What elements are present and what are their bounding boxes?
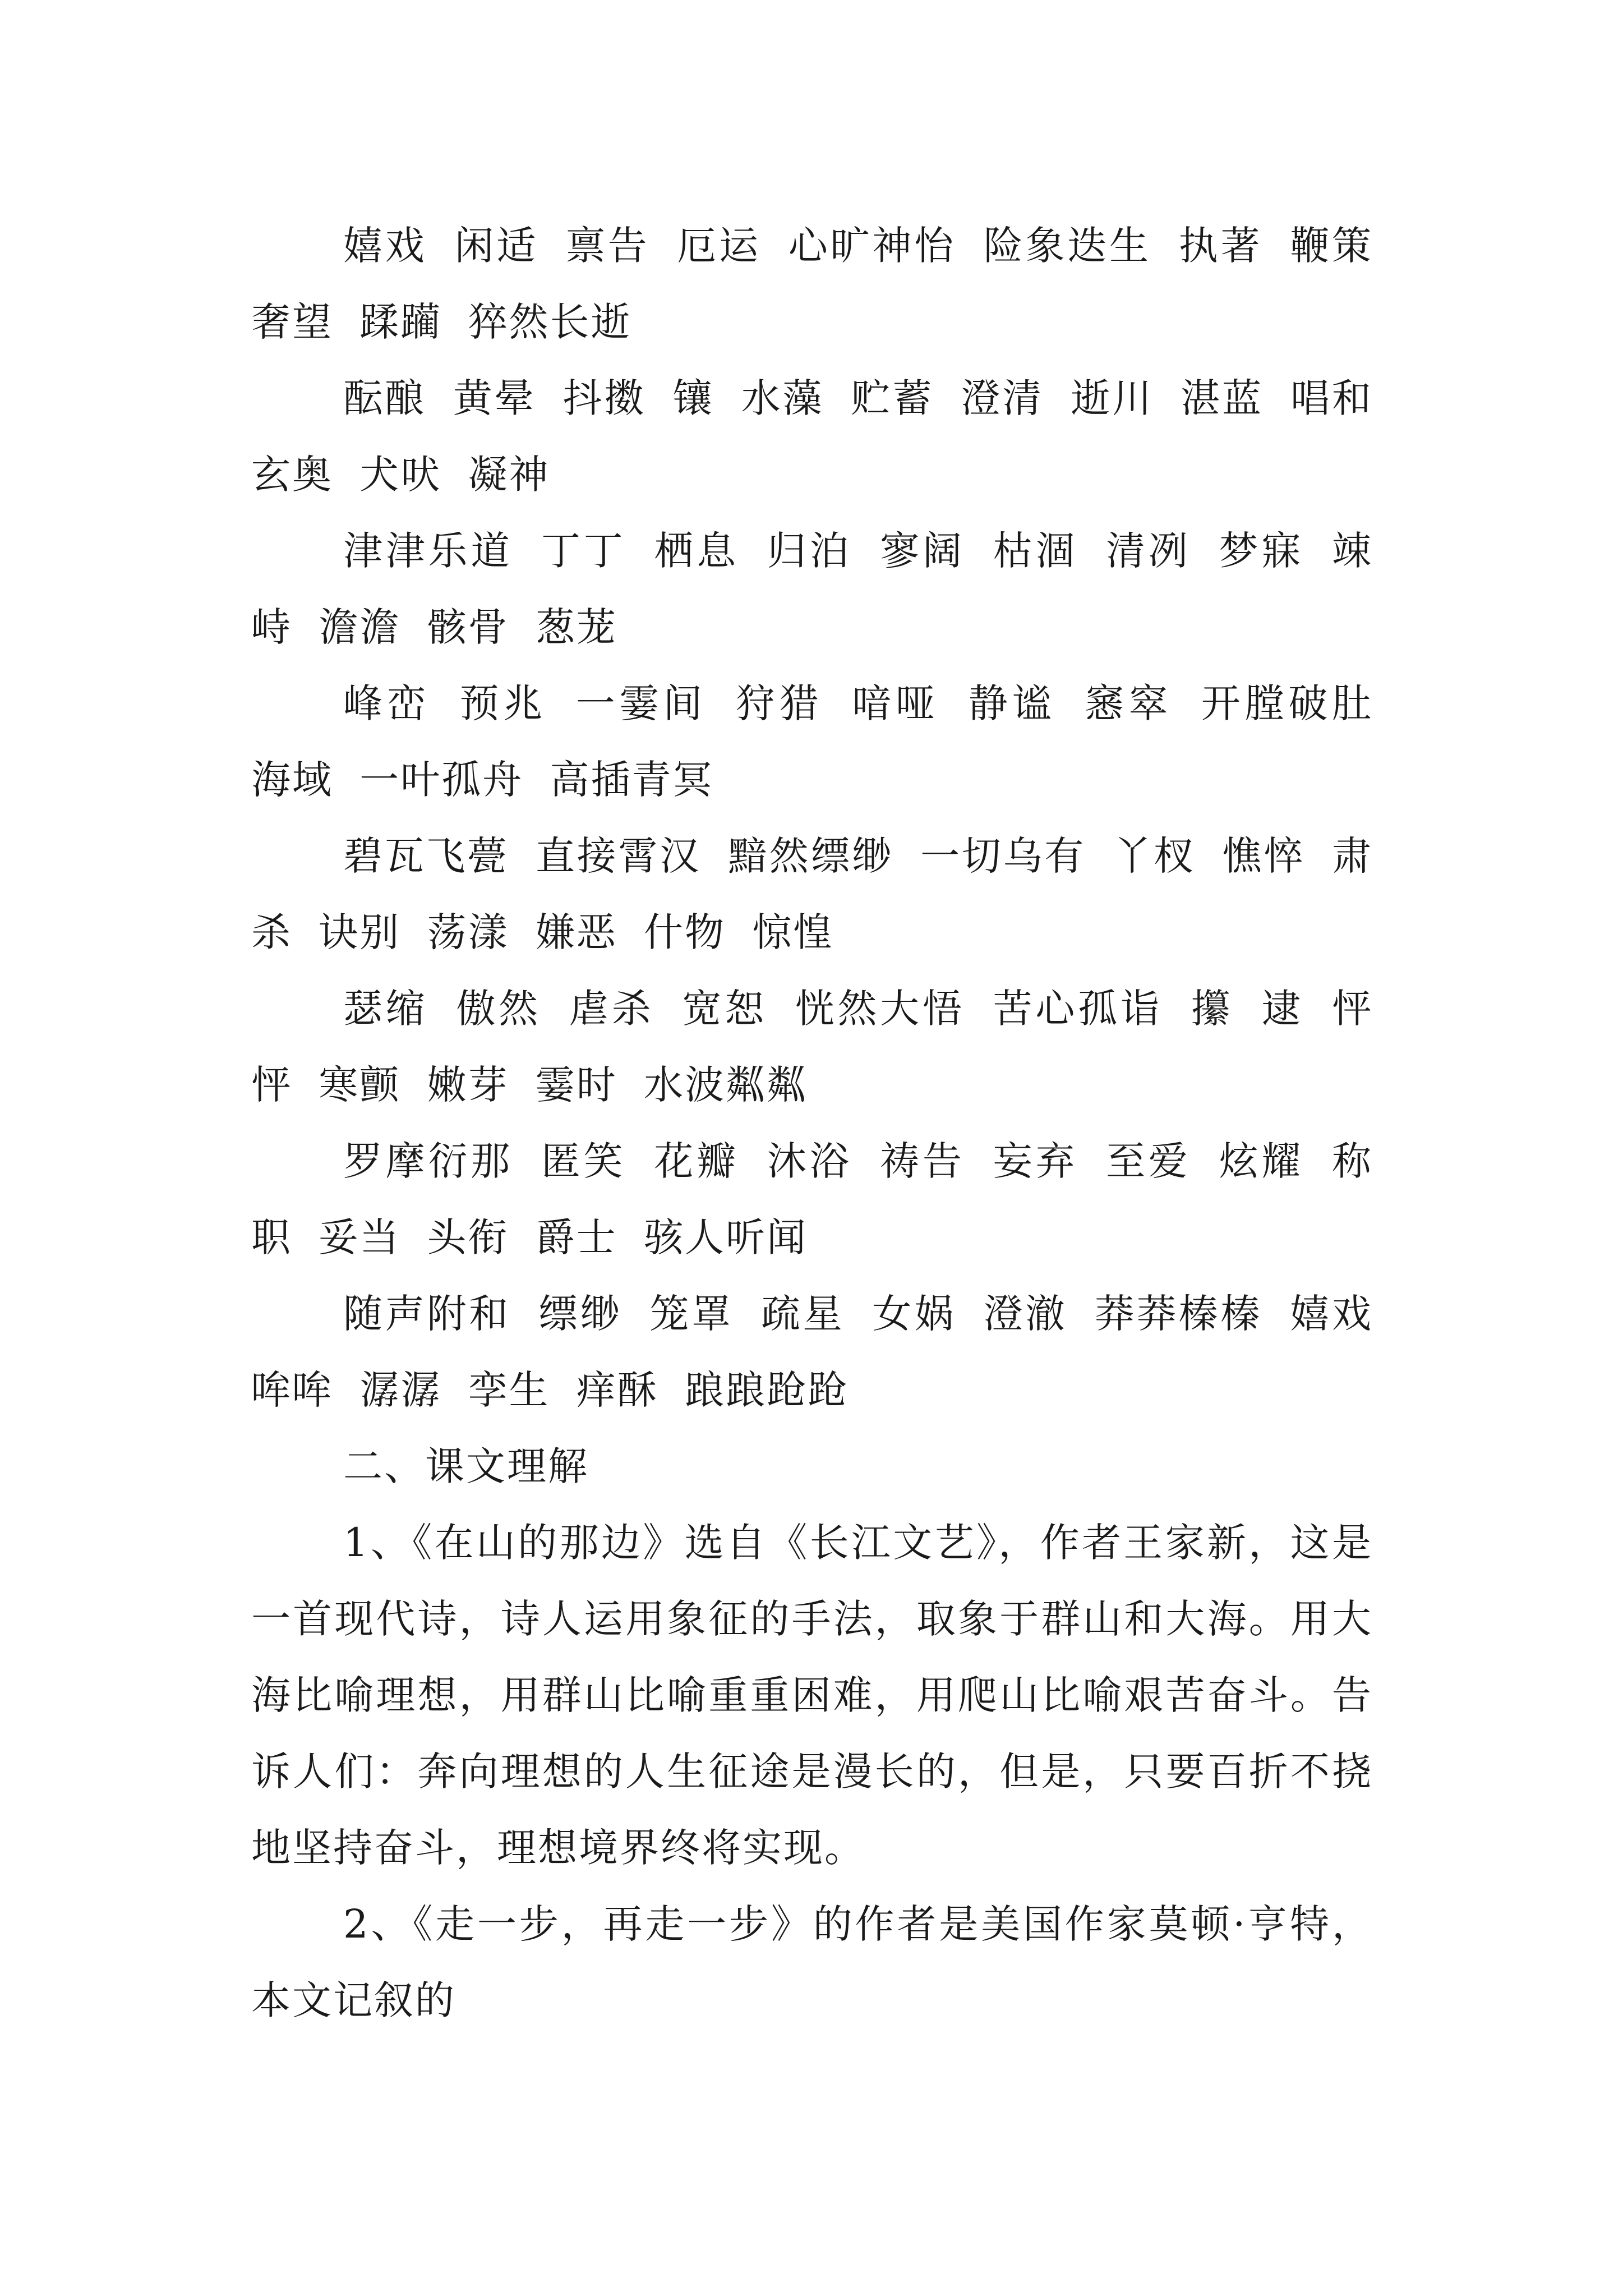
section-heading: 二、课文理解 bbox=[343, 1443, 589, 1489]
document-body bbox=[251, 208, 1373, 2039]
vocab-line-8: 随声附和 缥缈 笼罩 疏星 女娲 澄澈 莽莽榛榛 嬉戏 哞哞 潺潺 孪生 痒酥 踉踉跄跄 bbox=[251, 1291, 1373, 1413]
vocab-line-2: 酝酿 黄晕 抖擞 镶 水藻 贮蓄 澄清 逝川 湛蓝 唱和 玄奥 犬吠 凝神 bbox=[251, 375, 1373, 498]
vocab-line-4: 峰峦 预兆 一霎间 狩猎 喑哑 静谧 窸窣 开膛破肚 海域 一叶孤舟 高插青冥 bbox=[251, 680, 1373, 803]
paragraph-2: 2、《走一步，再走一步》的作者是美国作家莫顿·亨特，本文记叙的 bbox=[251, 1901, 1373, 2023]
vocab-line-1: 嬉戏 闲适 禀告 厄运 心旷神怡 险象迭生 执著 鞭策 奢望 蹂躏 猝然长逝 bbox=[251, 223, 1373, 345]
vocab-line-6: 瑟缩 傲然 虐杀 宽恕 恍然大悟 苦心孤诣 攥 逮 怦怦 寒颤 嫩芽 霎时 水波粼粼 bbox=[251, 986, 1373, 1108]
vocab-line-5: 碧瓦飞甍 直接霄汉 黯然缥缈 一切乌有 丫杈 憔悴 肃杀 诀别 荡漾 嫌恶 什物 惊惶 bbox=[251, 833, 1373, 955]
vocab-line-7: 罗摩衍那 匿笑 花瓣 沐浴 祷告 妄弃 至爱 炫耀 称职 妥当 头衔 爵士 骇人听闻 bbox=[251, 1138, 1373, 1260]
vocab-line-3: 津津乐道 丁丁 栖息 归泊 寥阔 枯涸 清冽 梦寐 竦峙 澹澹 骸骨 葱茏 bbox=[251, 528, 1373, 650]
paragraph-1: 1、《在山的那边》选自《长江文艺》，作者王家新，这是一首现代诗，诗人运用象征的手法，取象于群山和大海。用大海比喻理想，用群山比喻重重困难，用爬山比喻艰苦奋斗。告诉人们：奔向理想的人生征途是漫长的，但是，只要百折不挠地坚持奋斗，理想境界终将实现。 bbox=[251, 1520, 1373, 1871]
